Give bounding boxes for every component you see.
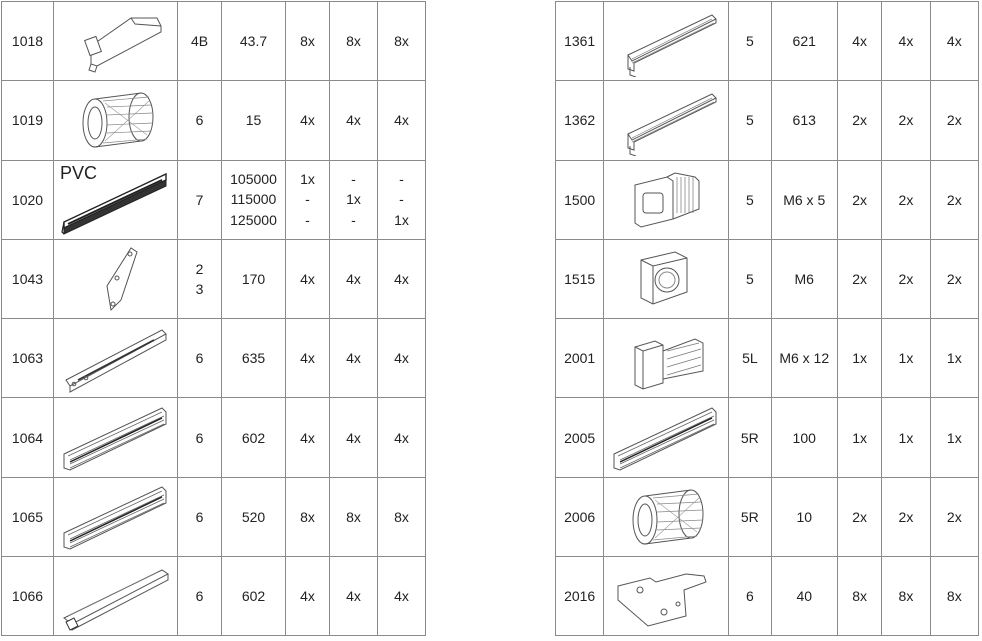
- size-cell-value: 10: [796, 508, 813, 525]
- mounting-plate-icon: [604, 560, 728, 632]
- quantity-cell: [882, 319, 930, 398]
- quantity-cell-value: -: [351, 211, 356, 228]
- part-image-cell: [54, 2, 178, 81]
- size-cell-value: M6 x 5: [783, 191, 826, 208]
- quantity-cell: [882, 239, 930, 318]
- quantity-cell-value: 2x: [852, 271, 868, 288]
- size-cell-value: 602: [241, 429, 266, 446]
- quantity-cell: [286, 319, 330, 398]
- size-cell-value: 602: [241, 588, 266, 605]
- type-cell: [729, 557, 771, 636]
- quantity-cell: [286, 477, 330, 556]
- quantity-cell-value: -: [351, 170, 356, 187]
- table-row: [556, 160, 979, 239]
- quantity-cell: [378, 81, 426, 160]
- size-cell: [222, 81, 286, 160]
- parts-table-right: [555, 1, 979, 636]
- quantity-cell: [286, 239, 330, 318]
- quantity-cell: [930, 160, 978, 239]
- size-cell-value: 115000: [230, 191, 277, 208]
- quantity-cell-value: 1x: [898, 350, 914, 367]
- size-cell-value: 15: [245, 112, 262, 129]
- quantity-cell-value: 2x: [946, 508, 962, 525]
- type-cell-value: 5R: [740, 429, 759, 446]
- table-row: [2, 398, 426, 477]
- part-number: 2016: [564, 588, 596, 605]
- size-cell: [771, 239, 837, 318]
- quantity-cell-value: 4x: [346, 112, 361, 129]
- part-image-cell: [604, 2, 729, 81]
- part-number: 2006: [564, 508, 596, 525]
- quantity-cell-value: 1x: [852, 350, 868, 367]
- quantity-cell: [378, 2, 426, 81]
- quantity-cell-value: 4x: [346, 588, 361, 605]
- table-row: [2, 81, 426, 160]
- quantity-cell-value: 4x: [300, 112, 315, 129]
- quantity-cell-value: -: [305, 211, 310, 228]
- part-image-cell: [604, 477, 729, 556]
- size-cell: [222, 477, 286, 556]
- quantity-cell-value: 2x: [898, 271, 914, 288]
- part-number-cell: [556, 81, 604, 160]
- quantity-cell-value: 8x: [346, 33, 361, 50]
- quantity-cell-value: 4x: [394, 112, 409, 129]
- quantity-cell-value: 4x: [394, 350, 409, 367]
- slotted-rail-icon: [54, 322, 177, 394]
- quantity-cell-value: 4x: [300, 271, 315, 288]
- part-number-cell: [2, 319, 54, 398]
- part-number: 1361: [564, 33, 596, 50]
- square-nut-icon: [604, 242, 728, 316]
- spline-coupler-icon: [604, 482, 728, 552]
- size-cell: [222, 2, 286, 81]
- quantity-cell-value: 1x: [898, 429, 914, 446]
- type-cell: [178, 81, 222, 160]
- part-number-cell: [2, 160, 54, 239]
- size-cell: [222, 160, 286, 239]
- type-cell: [729, 81, 771, 160]
- part-number: 1064: [11, 429, 44, 446]
- type-cell-value: 6: [195, 350, 204, 367]
- table-row: [2, 2, 426, 81]
- quantity-cell: [930, 557, 978, 636]
- size-cell: [222, 239, 286, 318]
- part-image-cell: [54, 477, 178, 556]
- quantity-cell-value: 2x: [946, 271, 962, 288]
- quantity-cell: [882, 2, 930, 81]
- part-number-cell: [556, 239, 604, 318]
- part-number-cell: [2, 81, 54, 160]
- size-cell-value: M6: [794, 271, 814, 288]
- part-number: 1066: [11, 588, 44, 605]
- quantity-cell-value: 4x: [300, 588, 315, 605]
- size-cell-value: 43.7: [239, 33, 268, 50]
- quantity-cell-value: 4x: [898, 33, 914, 50]
- u-profile-rail-icon: [604, 5, 728, 77]
- table-row: [556, 2, 979, 81]
- bracket-clip-icon: [54, 6, 177, 76]
- part-number-cell: [556, 477, 604, 556]
- part-number-cell: [2, 239, 54, 318]
- table-row: [2, 160, 426, 239]
- channel-rail-icon: [54, 481, 177, 553]
- quantity-cell: [378, 477, 426, 556]
- quantity-cell-value: 4x: [852, 33, 868, 50]
- type-cell: [729, 319, 771, 398]
- size-cell-value: 100: [792, 429, 816, 446]
- type-cell: [178, 319, 222, 398]
- type-cell: [729, 239, 771, 318]
- quantity-cell: [378, 319, 426, 398]
- table-row: [556, 239, 979, 318]
- part-number-cell: [556, 319, 604, 398]
- table-row: [2, 239, 426, 318]
- quantity-cell-value: 2x: [898, 191, 914, 208]
- type-cell-value: 6: [195, 429, 204, 446]
- part-number: 1515: [564, 271, 596, 288]
- quantity-cell-value: 2x: [852, 191, 868, 208]
- quantity-cell: [330, 81, 378, 160]
- size-cell-value: M6 x 12: [779, 350, 830, 367]
- quantity-cell-value: 8x: [946, 588, 962, 605]
- quantity-cell-value: 1x: [394, 211, 409, 228]
- quantity-cell-value: 1x: [946, 350, 962, 367]
- size-cell-value: 621: [792, 33, 816, 50]
- part-number: 1043: [11, 271, 44, 288]
- part-image-cell: [604, 398, 729, 477]
- quantity-cell: [930, 319, 978, 398]
- quantity-cell: [330, 160, 378, 239]
- quantity-cell-value: 4x: [394, 271, 409, 288]
- quantity-cell: [930, 2, 978, 81]
- type-cell: [178, 160, 222, 239]
- size-cell: [771, 81, 837, 160]
- quantity-cell: [330, 557, 378, 636]
- size-cell: [771, 2, 837, 81]
- type-cell: [729, 160, 771, 239]
- quantity-cell-value: 1x: [300, 170, 315, 187]
- flat-rail-icon: [54, 560, 177, 632]
- quantity-cell: [330, 2, 378, 81]
- size-cell: [222, 319, 286, 398]
- quantity-cell-value: 4x: [394, 429, 409, 446]
- quantity-cell-value: 2x: [852, 112, 868, 129]
- quantity-cell: [286, 81, 330, 160]
- type-cell-value: 6: [745, 588, 754, 605]
- part-number: 1018: [11, 33, 44, 50]
- type-cell: [729, 2, 771, 81]
- quantity-cell: [837, 557, 881, 636]
- part-image-cell: [604, 160, 729, 239]
- quantity-cell-value: 2x: [852, 508, 868, 525]
- quantity-cell-value: 4x: [300, 350, 315, 367]
- part-number: 1362: [564, 112, 596, 129]
- type-cell-value: 5L: [742, 350, 758, 367]
- parts-table-left: [1, 1, 426, 636]
- size-cell: [222, 557, 286, 636]
- quantity-cell: [378, 557, 426, 636]
- type-cell: [178, 2, 222, 81]
- type-cell: [178, 477, 222, 556]
- quantity-cell: [286, 557, 330, 636]
- quantity-cell-value: 2x: [898, 112, 914, 129]
- quantity-cell: [286, 2, 330, 81]
- size-cell: [771, 319, 837, 398]
- table-row: [2, 319, 426, 398]
- part-image-cell: [54, 557, 178, 636]
- quantity-cell: [837, 398, 881, 477]
- quantity-cell: [286, 160, 330, 239]
- quantity-cell-value: 8x: [852, 588, 868, 605]
- type-cell-value: 5R: [740, 508, 759, 525]
- quantity-cell: [930, 239, 978, 318]
- quantity-cell-value: 8x: [346, 508, 361, 525]
- part-image-cell: [54, 81, 178, 160]
- part-image-cell: [54, 398, 178, 477]
- part-number-cell: [2, 2, 54, 81]
- part-image-cell: [604, 557, 729, 636]
- quantity-cell-value: 4x: [346, 271, 361, 288]
- part-number-cell: [2, 557, 54, 636]
- part-image-cell: [604, 81, 729, 160]
- size-cell: [771, 477, 837, 556]
- quantity-cell-value: -: [305, 191, 310, 208]
- part-number: 1065: [11, 508, 44, 525]
- quantity-cell: [378, 239, 426, 318]
- type-cell-value: 5: [745, 33, 754, 50]
- part-number: 1500: [564, 191, 596, 208]
- hammer-nut-icon: [604, 321, 728, 395]
- quantity-cell: [837, 239, 881, 318]
- part-image-cell: [604, 239, 729, 318]
- quantity-cell-value: 8x: [394, 508, 409, 525]
- type-cell: [729, 477, 771, 556]
- part-number-cell: [556, 160, 604, 239]
- quantity-cell: [286, 398, 330, 477]
- quantity-cell-value: 1x: [946, 429, 962, 446]
- table-row: [556, 319, 979, 398]
- quantity-cell: [837, 477, 881, 556]
- part-number: 1063: [11, 350, 44, 367]
- quantity-cell: [930, 81, 978, 160]
- part-number: 2001: [564, 350, 596, 367]
- type-cell-value: 6: [195, 112, 204, 129]
- quantity-cell: [882, 81, 930, 160]
- type-cell: [729, 398, 771, 477]
- size-cell-value: 635: [241, 350, 266, 367]
- quantity-cell-value: 1x: [346, 191, 361, 208]
- size-cell-value: 125000: [230, 211, 277, 228]
- part-number: 1019: [11, 112, 44, 129]
- type-cell-value: 5: [745, 271, 754, 288]
- spline-coupler-icon: [54, 85, 177, 155]
- quantity-cell-value: 2x: [898, 508, 914, 525]
- part-number: 1020: [11, 191, 44, 208]
- quantity-cell: [930, 398, 978, 477]
- size-cell-value: 40: [796, 588, 813, 605]
- quantity-cell-value: 8x: [300, 508, 315, 525]
- quantity-cell: [882, 160, 930, 239]
- size-cell: [771, 160, 837, 239]
- size-cell-value: 170: [241, 271, 266, 288]
- type-cell-value: 2: [195, 260, 204, 277]
- gusset-plate-icon: [54, 242, 177, 316]
- quantity-cell: [882, 398, 930, 477]
- part-image-cell: [54, 319, 178, 398]
- channel-rail-icon: [54, 402, 177, 474]
- size-cell-value: 105000: [230, 170, 277, 187]
- part-image-cell: [54, 160, 178, 239]
- type-cell-value: 5: [745, 191, 754, 208]
- square-nut-connector-icon: [604, 163, 728, 237]
- type-cell-value: 6: [195, 508, 204, 525]
- quantity-cell: [882, 477, 930, 556]
- table-row: [556, 557, 979, 636]
- size-cell: [771, 557, 837, 636]
- quantity-cell: [330, 239, 378, 318]
- quantity-cell: [837, 160, 881, 239]
- quantity-cell-value: 4x: [394, 588, 409, 605]
- quantity-cell-value: -: [399, 170, 404, 187]
- part-number-cell: [2, 477, 54, 556]
- quantity-cell-value: 1x: [852, 429, 868, 446]
- size-cell-value: 520: [241, 508, 266, 525]
- channel-rail-icon: [604, 402, 728, 474]
- type-cell: [178, 398, 222, 477]
- size-cell: [222, 398, 286, 477]
- quantity-cell: [882, 557, 930, 636]
- type-cell-value: 3: [195, 281, 204, 298]
- part-number-cell: [2, 398, 54, 477]
- quantity-cell-value: 4x: [346, 429, 361, 446]
- quantity-cell: [837, 319, 881, 398]
- table-row: [556, 398, 979, 477]
- part-image-cell: [604, 319, 729, 398]
- quantity-cell: [330, 398, 378, 477]
- part-number-cell: [556, 398, 604, 477]
- part-number-cell: [556, 557, 604, 636]
- size-cell-value: 613: [792, 112, 816, 129]
- type-cell-value: 5: [745, 112, 754, 129]
- type-cell-value: 7: [195, 191, 204, 208]
- quantity-cell-value: 4x: [946, 33, 962, 50]
- part-number-cell: [556, 2, 604, 81]
- quantity-cell: [378, 160, 426, 239]
- quantity-cell-value: 8x: [394, 33, 409, 50]
- table-row: [556, 81, 979, 160]
- size-cell: [771, 398, 837, 477]
- quantity-cell-value: 2x: [946, 191, 962, 208]
- quantity-cell: [837, 2, 881, 81]
- quantity-cell: [930, 477, 978, 556]
- table-row: [2, 557, 426, 636]
- quantity-cell: [330, 319, 378, 398]
- type-cell: [178, 239, 222, 318]
- part-number: 2005: [564, 429, 596, 446]
- quantity-cell: [837, 81, 881, 160]
- type-cell: [178, 557, 222, 636]
- material-label: PVC: [60, 162, 98, 183]
- type-cell-value: 4B: [190, 33, 209, 50]
- quantity-cell: [330, 477, 378, 556]
- quantity-cell-value: 4x: [300, 429, 315, 446]
- type-cell-value: 6: [195, 588, 204, 605]
- quantity-cell-value: 4x: [346, 350, 361, 367]
- quantity-cell: [378, 398, 426, 477]
- quantity-cell-value: 8x: [300, 33, 315, 50]
- part-image-cell: [54, 239, 178, 318]
- table-row: [2, 477, 426, 556]
- quantity-cell-value: -: [399, 191, 404, 208]
- table-row: [556, 477, 979, 556]
- quantity-cell-value: 2x: [946, 112, 962, 129]
- u-profile-rail-icon: [604, 84, 728, 156]
- quantity-cell-value: 8x: [898, 588, 914, 605]
